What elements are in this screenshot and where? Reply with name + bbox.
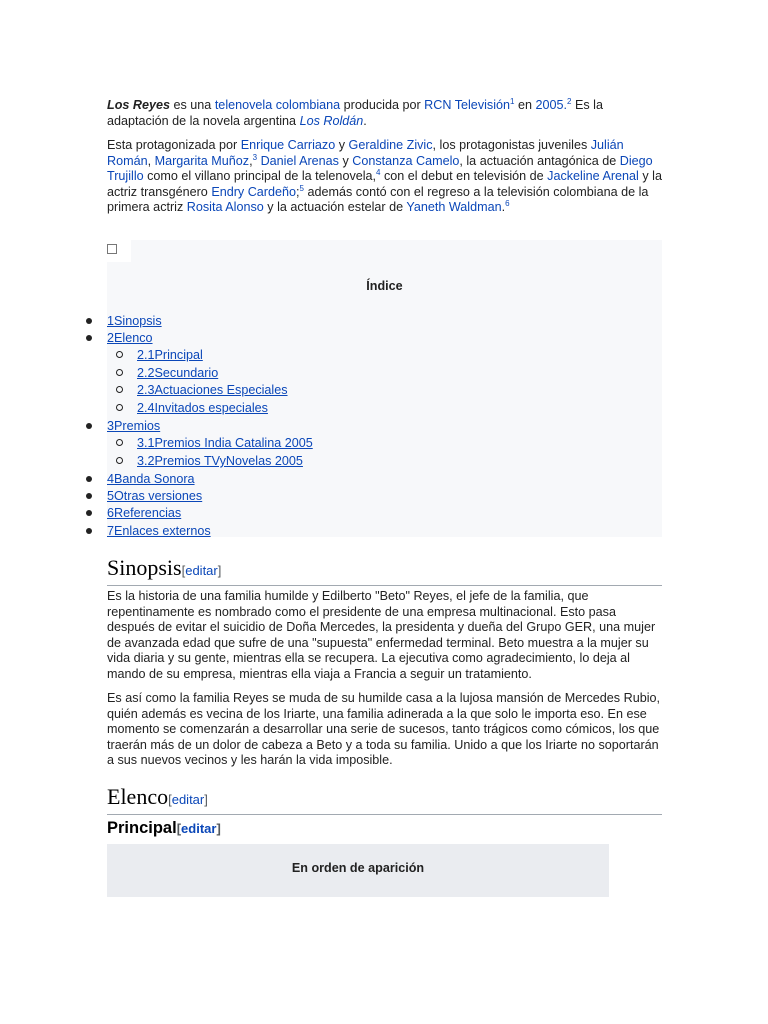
paragraph-text: Es la historia de una familia humilde y Edilberto "Beto" Reyes, el jefe de la familia, que repentinamente es nombrado como el presidente de una empresa multinacional. Esto pasa después de evitar el suicidio de Doña Mercedes, la presidenta y dueña del Grupo GER, una mujer de avanzada edad que sufre de una "supuesta" enfermedad terminal. Beto muestra a la mujer su vida diaria y su gente, mientras ella se recupera. La ejecutiva como agradecimiento, lo deja al mando de su empresa, mientras ella viaja a Francia a seguir un tratamiento. [107, 589, 656, 681]
toc-label[interactable]: Invitados especiales [154, 401, 268, 415]
text: . [363, 113, 367, 128]
toc-num[interactable]: 3 [107, 419, 115, 433]
toc-label[interactable]: Elenco [114, 331, 153, 345]
link-camelo[interactable]: Constanza Camelo [352, 153, 460, 168]
toc-item-referencias[interactable] [107, 505, 181, 521]
toc-item-premios-india-catalina[interactable] [137, 435, 313, 451]
toc-num[interactable]: 5 [107, 489, 115, 503]
circle-bullet-icon [116, 369, 123, 376]
paragraph-text: Es así como la familia Reyes se muda de su humilde casa a la lujosa mansión de Mercedes Rubio, quién además es vecina de los Iriarte, una familia adinerada a la que solo le importa eso. En ese momento se comenzarán a desarrollar una serie de sucesos, tanto trágicos como cómicos, los que traerán más de un dolor de cabeza a Beto y a toda su familia. Unido a que los Iriarte no soportarán a sus nuevos vecinos y les harán la vida imposible. [107, 691, 660, 768]
text: producida por [340, 98, 425, 112]
intro-paragraph-2 [107, 138, 663, 216]
toc-label[interactable]: Premios [114, 419, 161, 433]
heading-text: Principal [107, 819, 177, 837]
ref-4[interactable]: 4 [376, 168, 381, 177]
circle-bullet-icon [116, 439, 123, 446]
ref-5[interactable]: 5 [299, 183, 304, 193]
sinopsis-paragraph-2 [107, 691, 663, 769]
text: con el debut en televisión de [380, 169, 548, 184]
toc-num[interactable]: 2.4 [137, 401, 155, 415]
text: es una [170, 98, 215, 112]
toc-item-premios-tvynovelas[interactable] [137, 453, 303, 469]
bullet-icon [86, 493, 92, 499]
section-heading-elenco [107, 784, 662, 815]
text: Es la adaptación de la novela argentina [107, 98, 603, 128]
bullet-icon [86, 528, 92, 534]
toc-num[interactable]: 1 [107, 314, 115, 328]
text: y [335, 138, 349, 152]
link-los-roldan[interactable]: Los Roldán [299, 113, 364, 128]
bracket: ] [204, 792, 208, 807]
edit-section-link [177, 821, 221, 836]
ref-3[interactable]: 3 [252, 152, 258, 162]
link-endry[interactable]: Endry Cardeño [211, 184, 297, 199]
toc-item-otras-versiones[interactable] [107, 488, 202, 504]
circle-bullet-icon [116, 386, 123, 393]
bullet-icon [86, 476, 92, 482]
toc-item-invitados-especiales[interactable] [137, 400, 268, 416]
link-julian[interactable]: Julián Román [107, 138, 624, 168]
edit-link[interactable]: editar [181, 821, 217, 836]
bullet-icon [86, 510, 92, 516]
bracket: ] [216, 821, 221, 836]
bullet-icon [86, 423, 92, 429]
heading-text: Sinopsis [107, 555, 182, 580]
toc-num[interactable]: 3.1 [137, 436, 155, 450]
table-header: En orden de aparición [291, 861, 425, 875]
toc-num[interactable]: 2.1 [137, 348, 155, 362]
text: y [338, 153, 353, 168]
toc-title: Índice [366, 279, 403, 293]
toc-toggle-checkbox[interactable] [107, 244, 117, 254]
ref-2[interactable]: 2 [567, 96, 572, 106]
toc-num[interactable]: 2.3 [137, 383, 155, 397]
edit-link[interactable]: editar [185, 563, 218, 578]
toc-label[interactable]: Premios India Catalina 2005 [154, 436, 313, 450]
toc-label[interactable]: Actuaciones Especiales [154, 383, 288, 397]
toc-label[interactable]: Sinopsis [114, 314, 162, 328]
toc-label[interactable]: Enlaces externos [114, 524, 211, 538]
link-yaneth[interactable]: Yaneth Waldman [406, 200, 502, 215]
toc-item-banda-sonora[interactable] [107, 471, 195, 487]
text: en [514, 98, 536, 112]
toc-num[interactable]: 6 [107, 506, 115, 520]
section-heading-sinopsis [107, 555, 662, 586]
circle-bullet-icon [116, 404, 123, 411]
text: . [501, 200, 506, 215]
toc-label[interactable]: Otras versiones [114, 489, 203, 503]
intro-paragraph-1 [107, 98, 663, 129]
heading-text: Elenco [107, 784, 169, 809]
bracket: ] [217, 563, 222, 578]
subsection-heading-principal [107, 818, 221, 839]
link-carriazo[interactable]: Enrique Carriazo [240, 138, 336, 152]
edit-section-link [182, 563, 222, 578]
toc-num[interactable]: 3.2 [137, 454, 155, 468]
bullet-icon [86, 318, 92, 324]
text: y la actriz transgénero [107, 169, 662, 199]
bracket: [ [168, 792, 172, 807]
toc-item-secundario[interactable] [137, 365, 218, 381]
toc-label[interactable]: Banda Sonora [114, 472, 195, 486]
text: además contó con el regreso a la televisión colombiana de la primera actriz [107, 184, 649, 215]
link-margarita[interactable]: Margarita Muñoz [154, 153, 250, 168]
toc-label[interactable]: Referencias [114, 506, 182, 520]
text: y la actuación estelar de [263, 200, 407, 215]
text: , [147, 153, 155, 168]
text: ; [296, 184, 300, 199]
text: , la actuación antagónica de [459, 153, 620, 168]
bullet-icon [86, 335, 92, 341]
toc-num[interactable]: 4 [107, 472, 115, 486]
toc-item-enlaces-externos[interactable] [107, 523, 211, 539]
bracket: [ [176, 821, 182, 836]
link-zivic[interactable]: Geraldine Zivic [348, 138, 433, 152]
toc-item-actuaciones-especiales[interactable] [137, 382, 288, 398]
article-title-bold: Los Reyes [107, 98, 170, 112]
circle-bullet-icon [116, 457, 123, 464]
toc-num[interactable]: 7 [107, 524, 115, 538]
link-rcn[interactable]: RCN Televisión [424, 98, 511, 112]
toc-item-sinopsis[interactable] [107, 313, 162, 329]
text: , [249, 153, 253, 168]
ref-1[interactable]: 1 [510, 96, 515, 106]
link-telenovela[interactable]: telenovela colombiana [214, 98, 341, 112]
link-trujillo[interactable]: Diego Trujillo [107, 153, 653, 184]
edit-link[interactable]: editar [171, 792, 205, 807]
toc-label[interactable]: Principal [154, 348, 203, 362]
ref-6[interactable]: 6 [505, 199, 510, 209]
toc-num[interactable]: 2 [107, 331, 115, 345]
toc-label[interactable]: Secundario [154, 366, 219, 380]
toc-item-principal[interactable] [137, 347, 203, 363]
sinopsis-paragraph-1 [107, 589, 663, 683]
toc-label[interactable]: Premios TVyNovelas 2005 [154, 454, 303, 468]
toc-num[interactable]: 2.2 [137, 366, 155, 380]
toc-item-elenco[interactable] [107, 330, 153, 346]
text: , los protagonistas juveniles [432, 138, 591, 152]
toc-item-premios[interactable] [107, 418, 160, 434]
link-rosita[interactable]: Rosita Alonso [186, 200, 264, 215]
link-jackeline[interactable]: Jackeline Arenal [547, 169, 639, 184]
link-year[interactable]: 2005. [535, 98, 567, 112]
text: Esta protagonizada por [107, 138, 241, 152]
circle-bullet-icon [116, 351, 123, 358]
link-arenas[interactable]: Daniel Arenas [260, 153, 339, 168]
bracket: [ [181, 563, 186, 578]
edit-section-link [168, 792, 208, 807]
text: como el villano principal de la telenovela, [143, 169, 377, 184]
